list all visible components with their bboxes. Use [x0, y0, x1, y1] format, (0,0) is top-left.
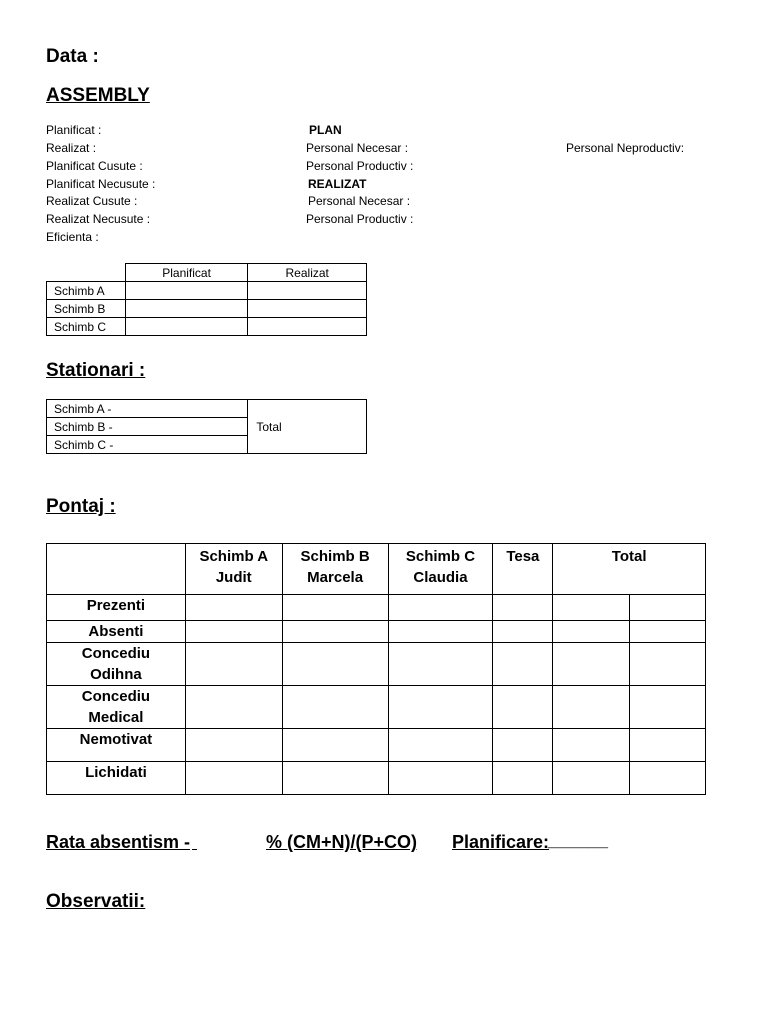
- cell-input[interactable]: [282, 762, 388, 795]
- table-row: [47, 595, 706, 621]
- row-label-schimb-c: Schimb C: [47, 318, 126, 336]
- cell-input[interactable]: [553, 729, 630, 762]
- planificat-necusute-label: Planificat Necusute :: [46, 177, 156, 191]
- cell-input[interactable]: [388, 643, 493, 686]
- cell-input[interactable]: [553, 686, 630, 729]
- stationari-row-c[interactable]: Schimb C -: [47, 436, 248, 454]
- row-label-concediu-medical: [47, 686, 186, 729]
- column-header-line: Tesa: [506, 548, 540, 565]
- column-header-total: [553, 544, 706, 595]
- cell-input[interactable]: [388, 621, 493, 643]
- cell-input[interactable]: [185, 621, 282, 643]
- cell-input[interactable]: [185, 686, 282, 729]
- cell-input[interactable]: [185, 729, 282, 762]
- cell-input[interactable]: [388, 762, 493, 795]
- section-title: ASSEMBLY: [46, 85, 150, 106]
- cell-input[interactable]: [493, 643, 553, 686]
- row-label-schimb-a: Schimb A: [47, 282, 126, 300]
- column-header-line: Judit: [215, 569, 252, 586]
- cell-input[interactable]: [630, 762, 706, 795]
- cell-input[interactable]: [185, 762, 282, 795]
- column-header-line: Schimb C: [405, 548, 476, 565]
- row-label-line: Concediu: [81, 645, 151, 662]
- cell-input[interactable]: [630, 595, 706, 621]
- plan-personal-productiv-label: Personal Productiv :: [306, 159, 414, 173]
- cell-input[interactable]: [630, 643, 706, 686]
- cell-input[interactable]: [493, 595, 553, 621]
- table-row: [47, 282, 367, 300]
- observatii-label: Observatii:: [46, 891, 146, 912]
- shift-table: [46, 263, 367, 336]
- column-header-tesa: [493, 544, 553, 595]
- table-row: [47, 762, 706, 795]
- cell-input[interactable]: [282, 595, 388, 621]
- eficienta-label: Eficienta :: [46, 230, 99, 244]
- pontaj-corner: [47, 544, 186, 595]
- cell-input[interactable]: [493, 686, 553, 729]
- cell-input[interactable]: [388, 595, 493, 621]
- cell-input[interactable]: [248, 300, 367, 318]
- row-label-prezenti: Prezenti: [47, 595, 186, 621]
- table-row: [47, 400, 367, 418]
- plan-heading: PLAN: [309, 123, 342, 137]
- cell-input[interactable]: [282, 729, 388, 762]
- rata-absentism-label: Rata absentism -: [46, 832, 191, 852]
- column-header-schimb-a: [185, 544, 282, 595]
- plan-personal-necesar-label: Personal Necesar :: [306, 141, 409, 155]
- absentism-formula: % (CM+N)/(P+CO): [266, 832, 418, 852]
- row-label-line: Concediu: [81, 688, 151, 705]
- planificare-blank[interactable]: ______: [548, 830, 609, 850]
- cell-input[interactable]: [630, 621, 706, 643]
- realizat-necusute-label: Realizat Necusute :: [46, 212, 151, 226]
- column-header-schimb-b: [282, 544, 388, 595]
- planificat-cusute-label: Planificat Cusute :: [46, 159, 143, 173]
- cell-input[interactable]: [553, 595, 630, 621]
- table-row: [47, 621, 706, 643]
- date-label: Data :: [46, 46, 99, 67]
- table-row: [47, 300, 367, 318]
- row-label-lichidati: Lichidati: [47, 762, 186, 795]
- cell-input[interactable]: [493, 621, 553, 643]
- stationari-total[interactable]: Total: [248, 400, 367, 454]
- stationari-row-a[interactable]: Schimb A -: [47, 400, 248, 418]
- column-header-planificat: Planificat: [125, 264, 248, 282]
- column-header-line: Marcela: [307, 569, 364, 586]
- row-label-concediu-odihna: [47, 643, 186, 686]
- cell-input[interactable]: [282, 643, 388, 686]
- cell-input[interactable]: [248, 282, 367, 300]
- cell-input[interactable]: [125, 300, 248, 318]
- cell-input[interactable]: [125, 282, 248, 300]
- realizat-heading: REALIZAT: [308, 177, 367, 191]
- realizat-personal-productiv-label: Personal Productiv :: [306, 212, 414, 226]
- cell-input[interactable]: [553, 762, 630, 795]
- realizat-cusute-label: Realizat Cusute :: [46, 194, 138, 208]
- realizat-label: Realizat :: [46, 141, 97, 155]
- row-label-line: Medical: [88, 709, 144, 726]
- cell-input[interactable]: [282, 621, 388, 643]
- cell-input[interactable]: [388, 729, 493, 762]
- cell-input[interactable]: [248, 318, 367, 336]
- table-row: [47, 686, 706, 729]
- rata-absentism-blank[interactable]: [192, 832, 262, 853]
- cell-input[interactable]: [282, 686, 388, 729]
- stationari-table: [46, 399, 367, 454]
- cell-input[interactable]: [185, 643, 282, 686]
- planificat-label: Planificat :: [46, 123, 102, 137]
- pontaj-title: Pontaj :: [46, 496, 116, 517]
- realizat-personal-necesar-label: Personal Necesar :: [308, 194, 411, 208]
- column-header-line: Schimb B: [300, 548, 370, 565]
- row-label-nemotivat: Nemotivat: [47, 729, 186, 762]
- table-row: [47, 318, 367, 336]
- stationari-row-b[interactable]: Schimb B -: [47, 418, 248, 436]
- column-header-line: Schimb A: [199, 548, 269, 565]
- row-label-schimb-b: Schimb B: [47, 300, 126, 318]
- table-row: [47, 729, 706, 762]
- cell-input[interactable]: [630, 686, 706, 729]
- pontaj-table: [46, 543, 706, 795]
- cell-input[interactable]: [493, 729, 553, 762]
- cell-input[interactable]: [553, 643, 630, 686]
- column-header-realizat: Realizat: [248, 264, 367, 282]
- cell-input[interactable]: [125, 318, 248, 336]
- table-row: [47, 643, 706, 686]
- column-header-schimb-c: [388, 544, 493, 595]
- table-corner: [47, 264, 126, 282]
- personal-neproductiv-label: Personal Neproductiv:: [566, 141, 685, 155]
- planificare-label: Planificare:: [452, 832, 550, 852]
- cell-input[interactable]: [388, 686, 493, 729]
- stationari-title: Stationari :: [46, 360, 146, 381]
- cell-input[interactable]: [493, 762, 553, 795]
- cell-input[interactable]: [185, 595, 282, 621]
- column-header-line: Claudia: [413, 569, 468, 586]
- row-label-line: Odihna: [90, 666, 142, 683]
- cell-input[interactable]: [553, 621, 630, 643]
- cell-input[interactable]: [630, 729, 706, 762]
- column-header-line: Total: [611, 548, 647, 565]
- pontaj-header-row: [47, 544, 706, 595]
- row-label-absenti: Absenti: [47, 621, 186, 643]
